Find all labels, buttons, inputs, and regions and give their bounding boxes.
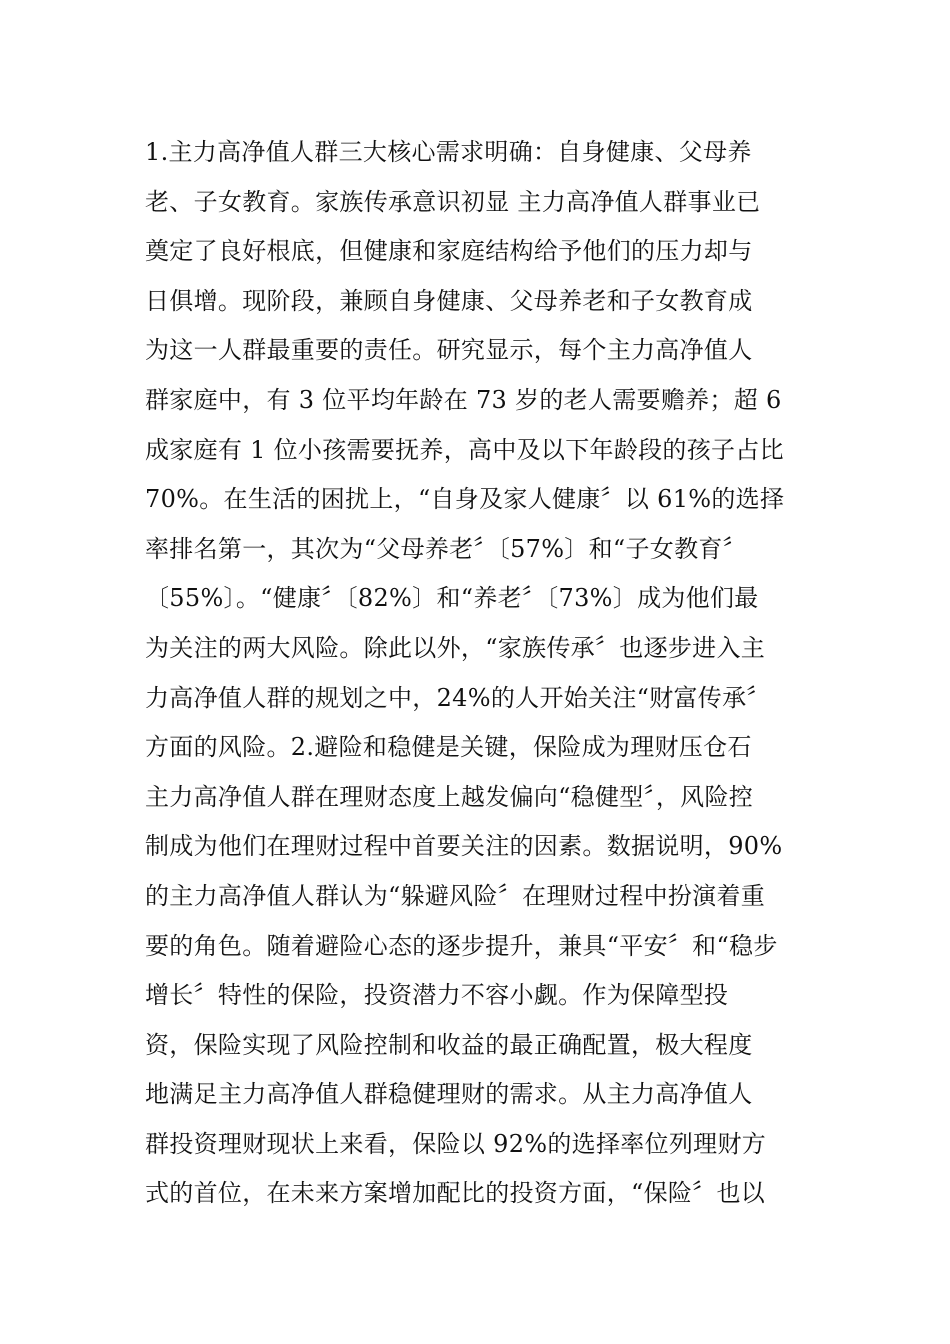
text-line: 率排名第一，其次为“父母养老〞〔57%〕和“子女教育〞 (145, 534, 747, 563)
text-line: 群投资理财现状上来看，保险以 92%的选择率位列理财方 (145, 1129, 767, 1158)
text-line: 要的角色。随着避险心态的逐步提升，兼具“平安〞和“稳步 (145, 931, 778, 960)
text-line: 式的首位，在未来方案增加配比的投资方面，“保险〞也以 (145, 1179, 766, 1208)
text-line: 为这一人群最重要的责任。研究显示，每个主力高净值人 (145, 336, 753, 365)
text-line: 增长〞特性的保险，投资潜力不容小觑。作为保障型投 (145, 981, 729, 1010)
text-line: 〔55%〕。“健康〞〔82%〕和“养老〞〔73%〕成为他们最 (145, 584, 759, 613)
text-line: 方面的风险。2.避险和稳健是关键，保险成为理财压仓石 (145, 733, 752, 762)
text-line: 1.主力高净值人群三大核心需求明确：自身健康、父母养 (145, 138, 752, 166)
text-line: 70%。在生活的困扰上，“自身及家人健康〞以 61%的选择 (145, 485, 785, 514)
text-line: 制成为他们在理财过程中首要关注的因素。数据说明，90% (145, 832, 783, 861)
text-line: 地满足主力高净值人群稳健理财的需求。从主力高净值人 (145, 1080, 753, 1109)
text-line: 主力高净值人群在理财态度上越发偏向“稳健型〞，风险控 (145, 782, 754, 811)
text-line: 的主力高净值人群认为“躲避风险〞在理财过程中扮演着重 (145, 881, 766, 910)
text-line: 群家庭中，有 3 位平均年龄在 73 岁的老人需要赡养；超 6 (145, 385, 782, 414)
body-text (145, 128, 825, 1219)
text-line: 老、子女教育。家族传承意识初显 主力高净值人群事业已 (145, 187, 761, 216)
text-line: 力高净值人群的规划之中，24%的人开始关注“财富传承〞 (145, 683, 771, 712)
text-line: 日俱增。现阶段，兼顾自身健康、父母养老和子女教育成 (145, 286, 753, 315)
text-line: 奠定了良好根底，但健康和家庭结构给予他们的压力却与 (145, 237, 753, 266)
text-line: 成家庭有 1 位小孩需要抚养，高中及以下年龄段的孩子占比 (145, 435, 784, 464)
text-line: 资，保险实现了风险控制和收益的最正确配置，极大程度 (145, 1030, 753, 1059)
text-line: 为关注的两大风险。除此以外，“家族传承〞也逐步进入主 (145, 633, 766, 662)
